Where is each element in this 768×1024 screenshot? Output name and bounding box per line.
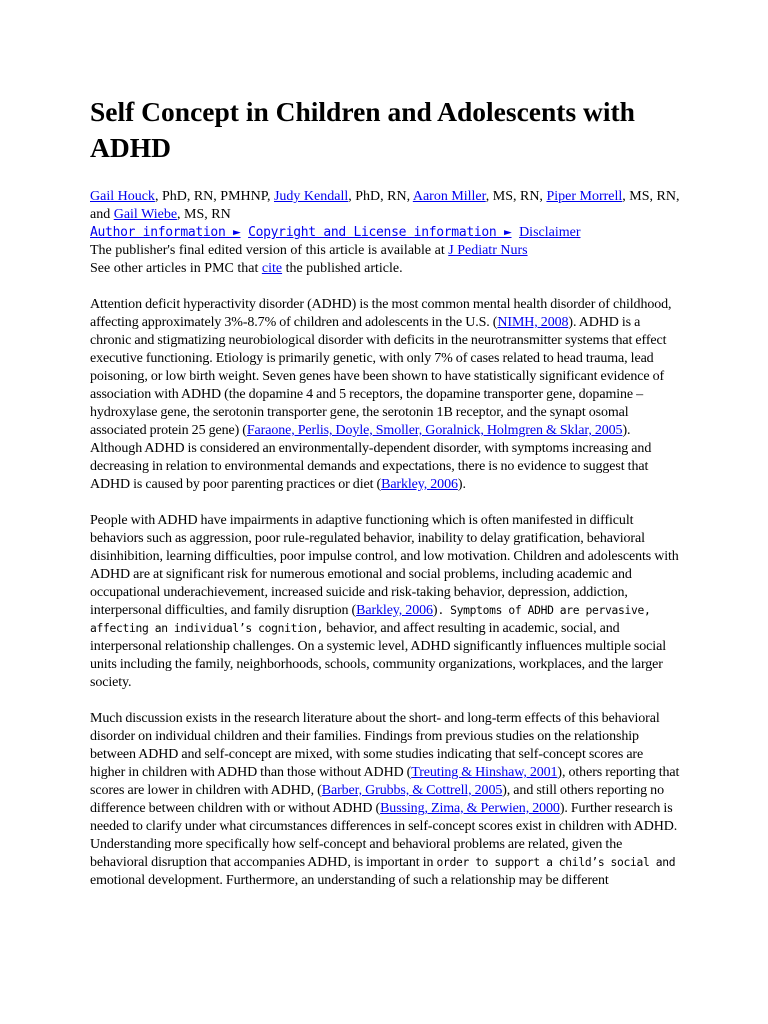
reference-link-barkley[interactable]: Barkley, 2006 — [356, 603, 433, 618]
author-credentials: , MS, RN — [177, 207, 231, 222]
see-other-articles: See other articles in PMC that cite the published article. — [90, 261, 403, 276]
author-credentials: , MS, RN, and — [90, 189, 680, 222]
author-credentials: , PhD, RN, PMHNP, — [154, 189, 274, 204]
reference-link-nimh[interactable]: NIMH, 2008 — [497, 315, 569, 330]
author-link-morrell[interactable]: Piper Morrell — [546, 189, 623, 204]
spacer — [90, 278, 680, 296]
author-link-houck[interactable]: Gail Houck — [90, 189, 155, 204]
publisher-note: The publisher's final edited version of this article is available at J Pediatr Nurs — [90, 243, 528, 258]
copyright-license-link[interactable]: Copyright and License information ► — [248, 225, 512, 240]
article-title: Self Concept in Children and Adolescents with ADHD — [90, 96, 635, 163]
body-paragraph-2: People with ADHD have impairments in adaptive functioning which is often manifested in difficult behaviors such as aggression, poor rule-regulated behavior, inability to delay gratification, behavioral disinhibition, learning difficulties, poor impulse control, and low motivation. Children and adolescents with ADHD are at significant risk for numerous emotional and social problems, including academic and occupational underachievement, increased suicide and risk-taking behavior, depression, addiction, interpersonal difficulties, and family disruption (Barkley, 2006). Symptoms of ADHD are pervasive, affecting an individual’s cognition, behavior, and affect resulting in academic, social, and interpersonal relationship challenges. On a systemic level, ADHD significantly influences multiple social units including the family, neighborhoods, schools, community organizations, workplaces, and the larger society. — [90, 513, 679, 690]
reference-link-barber[interactable]: Barber, Grubbs, & Cottrell, 2005 — [321, 783, 503, 798]
author-credentials: , MS, RN, — [485, 189, 547, 204]
reference-link-faraone[interactable]: Faraone, Perlis, Doyle, Smoller, Goralnick, Holmgren & Sklar, 2005 — [246, 423, 623, 438]
reference-link-bussing[interactable]: Bussing, Zima, & Perwien, 2000 — [380, 801, 560, 816]
body-paragraph-3: Much discussion exists in the research literature about the short- and long-term effects of this behavioral disorder on individual children and their families. Findings from previous studies on the relationship between ADHD and self-concept are mixed, with some studies indicating that self-concept scores are higher in children with ADHD than those without ADHD (Treuting & Hinshaw, 2001), others reporting that scores are lower in children with ADHD, (Barber, Grubbs, & Cottrell, 2005), and still others reporting no difference between children with or without ADHD (Bussing, Zima, & Perwien, 2000). Further research is needed to clarify under what circumstances differences in self-concept scores exist in children with ADHD. Understanding more specifically how self-concept and behavioral problems are related, given the behavioral disruption that accompanies ADHD, is important in order to support a child’s social and emotional development. Furthermore, an understanding of such a relationship may be different — [90, 711, 680, 888]
author-link-kendall[interactable]: Judy Kendall — [273, 189, 349, 204]
reference-link-barkley[interactable]: Barkley, 2006 — [381, 477, 458, 492]
expand-arrow-icon: ► — [233, 225, 241, 240]
author-link-wiebe[interactable]: Gail Wiebe — [113, 207, 178, 222]
body-paragraph-1: Attention deficit hyperactivity disorder (ADHD) is the most common mental health disorder of childhood, affecting approximately 3%-8.7% of children and adolescents in the U.S. (NIMH, 2008). ADHD is a chronic and stigmatizing neurobiological disorder with deficits in the neurotransmitter systems that effect executive functioning. Etiology is primarily genetic, with only 7% of cases related to head trauma, lead poisoning, or low birth weight. Seven genes have been shown to have statistically significant evidence of association with ADHD (the dopamine 4 and 5 receptors, the dopamine transporter gene, dopamine –hydroxylase gene, the serotonin transporter gene, the serotonin 1B receptor, and the synapt osomal associated protein 25 gene) (Faraone, Perlis, Doyle, Smoller, Goralnick, Holmgren & Sklar, 2005). Although ADHD is considered an environmentally-dependent disorder, with symptoms increasing and decreasing in relation to environmental demands and expectations, there is no evidence to suggest that ADHD is caused by poor parenting practices or diet (Barkley, 2006). — [90, 297, 672, 492]
author-information-link[interactable]: Author information ► — [90, 225, 241, 240]
reference-link-treuting[interactable]: Treuting & Hinshaw, 2001 — [411, 765, 558, 780]
author-link-miller[interactable]: Aaron Miller — [412, 189, 486, 204]
article-info-links — [90, 224, 680, 242]
disclaimer-link[interactable]: Disclaimer — [519, 225, 581, 240]
journal-link[interactable]: J Pediatr Nurs — [448, 243, 528, 258]
cite-link[interactable]: cite — [261, 261, 283, 276]
expand-arrow-icon: ► — [504, 225, 512, 240]
author-credentials: , PhD, RN, — [348, 189, 413, 204]
article-page — [90, 94, 680, 908]
author-list — [90, 188, 680, 224]
